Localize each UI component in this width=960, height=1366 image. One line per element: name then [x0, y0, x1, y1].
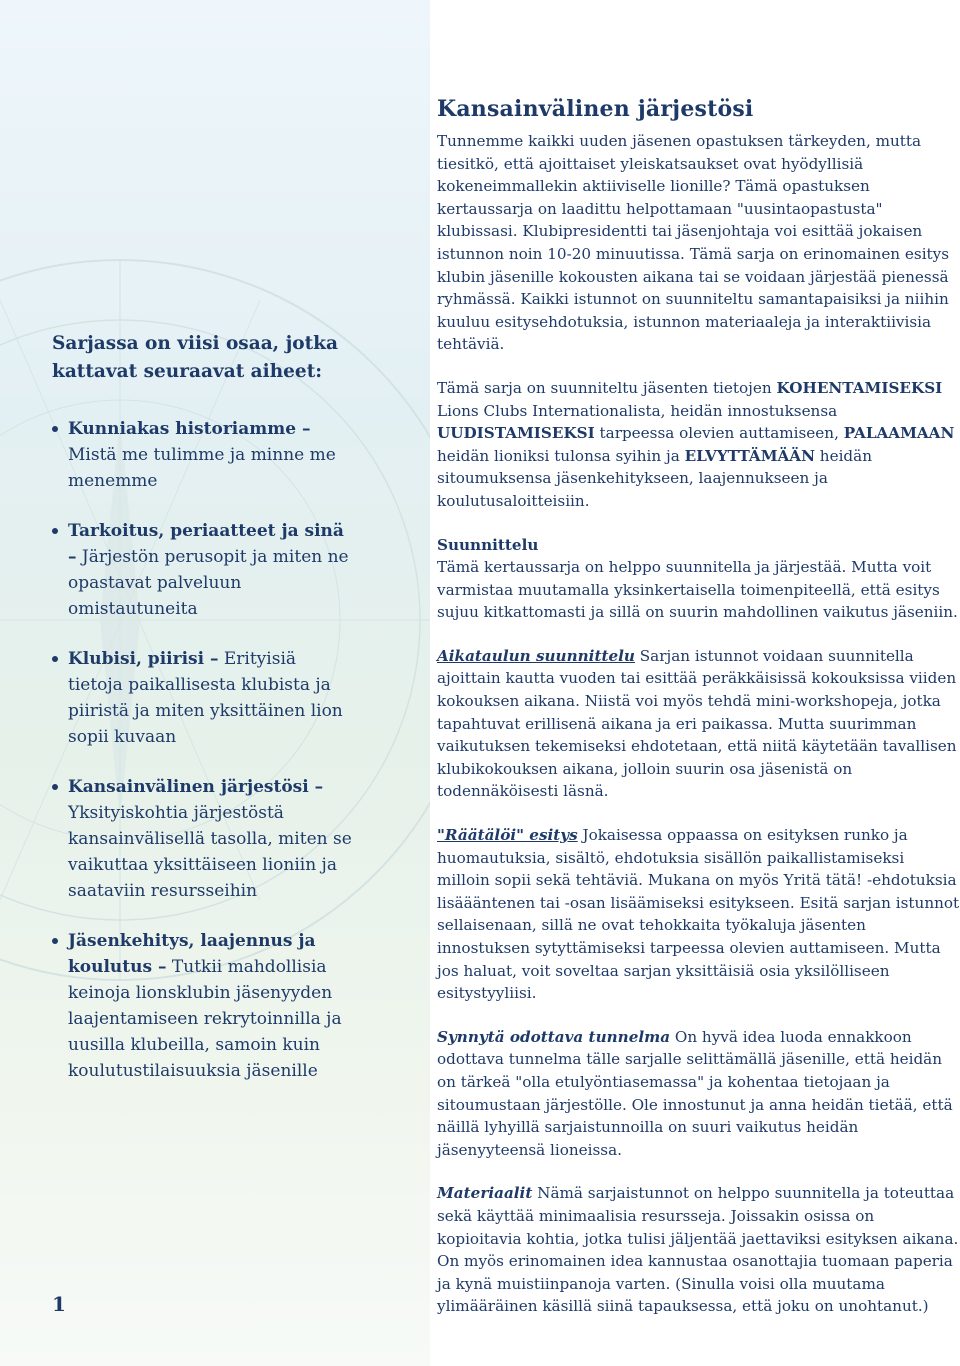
section-heading: Aikataulun suunnittelu — [437, 646, 635, 665]
page-title: Kansainvälinen järjestösi — [437, 96, 754, 122]
keyword-kohentamiseksi: KOHENTAMISEKSI — [776, 378, 943, 397]
bullet-text: Tutkii mahdollisia keinoja lionsklubin jäsenyyden laajentamiseen rekrytoinnilla ja uusilla klubeilla, samoin kuin koulutustilaisuuksia jäsenille — [68, 957, 342, 1081]
section-text: Jokaisessa oppaassa on esityksen runko ja huomautuksia, sisältö, ehdotuksia sisällön paikallistamiseksi milloin sopii sekä tehtäviä. Mukana on myös Yritä tätä! -ehdotuksia lisäääntenen tai -osan lisäämiseksi esitykseen. Esitä sarjan istunnot sellaisenaan, sillä ne ovat tehokkaita työkaluja jäsenten innostuksen sytyttämiseksi tarpeessa olevien auttamiseen. Mutta jos haluat, voit soveltaa sarjan yksittäisiä osia yksilölliseen esitystyyliisi. — [437, 826, 960, 1003]
series-overview — [52, 330, 352, 1108]
overview-intro: Sarjassa on viisi osaa, jotka kattavat seuraavat aiheet: — [52, 333, 338, 382]
materials-section — [437, 1182, 960, 1318]
bullet-text: Yksityiskohtia järjestöstä kansainvälisellä tasolla, miten se vaikuttaa yksittäiseen lioniin ja saataviin resursseihin — [68, 803, 352, 901]
list-item — [52, 774, 352, 904]
section-heading: Materiaalit — [437, 1184, 533, 1203]
bullet-text: Erityisiä tietoja paikallisesta klubista ja piiristä ja miten yksittäinen lion sopii kuvaan — [68, 649, 343, 747]
bullet-icon — [52, 938, 58, 944]
purpose-text-4: heidän lioniksi tulonsa syihin ja — [437, 446, 685, 465]
keyword-uudistamiseksi: UUDISTAMISEKSI — [437, 424, 595, 443]
purpose-text-3: tarpeessa olevien auttamiseen, — [594, 424, 844, 443]
section-text: On hyvä idea luoda ennakkoon odottava tunnelma tälle sarjalle selittämällä jäsenille, että heidän on tärkeä "olla etulyöntiasemassa" ja kohentaa tietojaan ja sitoumustaan järjestölle. Ole innostunut ja anna heidän tietää, että näillä lyhyillä sarjaistunnoilla on suuri vaikutus heidän jäsenyyteensä lioneissa. — [437, 1027, 953, 1159]
bullet-title: Kunniakas historiamme – — [68, 419, 311, 439]
list-item — [52, 928, 352, 1084]
list-item — [52, 518, 352, 622]
bullet-text: Mistä me tulimme ja minne me menemme — [68, 445, 336, 491]
intro-paragraph: Tunnemme kaikki uuden jäsenen opastuksen tärkeyden, mutta tiesitkö, että ajoittaiset yleiskatsaukset ovat hyödyllisiä kokeneimmallekin aktiiviselle lionille? Tämä opastuksen kertaussarja on laadittu helpottamaan "uusintaopastusta" klubissasi. Klubipresidentti tai jäsenjohtaja voi esittää jokaisen istunnon noin 10-20 minuutissa. Tämä sarja on erinomainen esitys klubin jäsenille kokousten aikana tai se voidaan järjestää pienessä ryhmässä. Kaikki istunnot on suunniteltu samantapaisiksi ja niihin kuuluu esitysehdotuksia, istunnon materiaaleja ja interaktiivisia tehtäviä. — [437, 132, 950, 354]
purpose-text-2: Lions Clubs Internationalista, heidän innostuksensa — [437, 401, 838, 420]
keyword-palaamaan: PALAAMAAN — [843, 424, 955, 443]
list-item — [52, 416, 352, 494]
keyword-elvyttamaan: ELVYTTÄMÄÄN — [684, 446, 815, 465]
bullet-icon — [52, 656, 58, 662]
bullet-icon — [52, 528, 58, 534]
purpose-paragraph — [437, 377, 960, 513]
bullet-title: Tarkoitus, periaatteet ja sinä – — [68, 521, 344, 567]
bullet-title: Klubisi, piirisi – — [68, 649, 219, 669]
purpose-text-1: Tämä sarja on suunniteltu jäsenten tietojen — [437, 378, 777, 397]
list-item — [52, 646, 352, 750]
bullet-icon — [52, 784, 58, 790]
bullet-title: Kansainvälinen järjestösi – — [68, 777, 324, 797]
planning-section — [437, 534, 960, 624]
section-text: Sarjan istunnot voidaan suunnitella ajoittain kautta vuoden tai esittää peräkkäisissä kokouksissa viiden kokouksen aikana. Niistä voi myös tehdä mini-workshopeja, jotka tapahtuvat erillisenä aikana ja eri paikassa. Mutta suurimman vaikutuksen tekemiseksi ehdotetaan, että niitä käytetään tavallisen klubikokouksen aikana, jolloin suurin osa jäsenistä on todennäköisesti läsnä. — [437, 646, 957, 801]
schedule-section — [437, 645, 960, 803]
section-heading: "Räätälöi" esitys — [437, 826, 578, 845]
purpose-text-5: heidän sitoumuksensa jäsenkehitykseen, laajennukseen ja koulutusaloitteisiin. — [437, 446, 872, 510]
anticipation-section — [437, 1026, 960, 1162]
section-heading: Synnytä odottava tunnelma — [437, 1027, 671, 1046]
section-text: Tämä kertaussarja on helppo suunnitella ja järjestää. Mutta voit varmistaa muutamalla yksinkertaisella toimenpiteellä, että esitys sujuu kitkattomasti ja sillä on suurin mahdollinen vaikutus jäseniin. — [437, 558, 958, 622]
main-article — [437, 94, 960, 1339]
page-number: 1 — [52, 1292, 66, 1316]
tailor-section — [437, 824, 960, 1005]
section-heading: Suunnittelu — [437, 535, 539, 554]
bullet-icon — [52, 426, 58, 432]
section-text: Nämä sarjaistunnot on helppo suunnitella ja toteuttaa sekä käyttää minimaalisia resursseja. Joissakin osissa on kopioitavia kohtia, jotka tulisi jäljentää jaettaviksi esityksen aikana. On myös erinomainen idea kannustaa osanottajia tuomaan paperia ja kynä muistiinpanoja varten. (Sinulla voisi olla muutama ylimääräinen käsillä siinä tapauksessa, että joku on unohtanut.) — [437, 1184, 959, 1316]
bullet-text: Järjestön perusopit ja miten ne opastavat palveluun omistautuneita — [68, 547, 349, 619]
bullet-title: Jäsenkehitys, laajennus ja koulutus – — [68, 931, 316, 977]
